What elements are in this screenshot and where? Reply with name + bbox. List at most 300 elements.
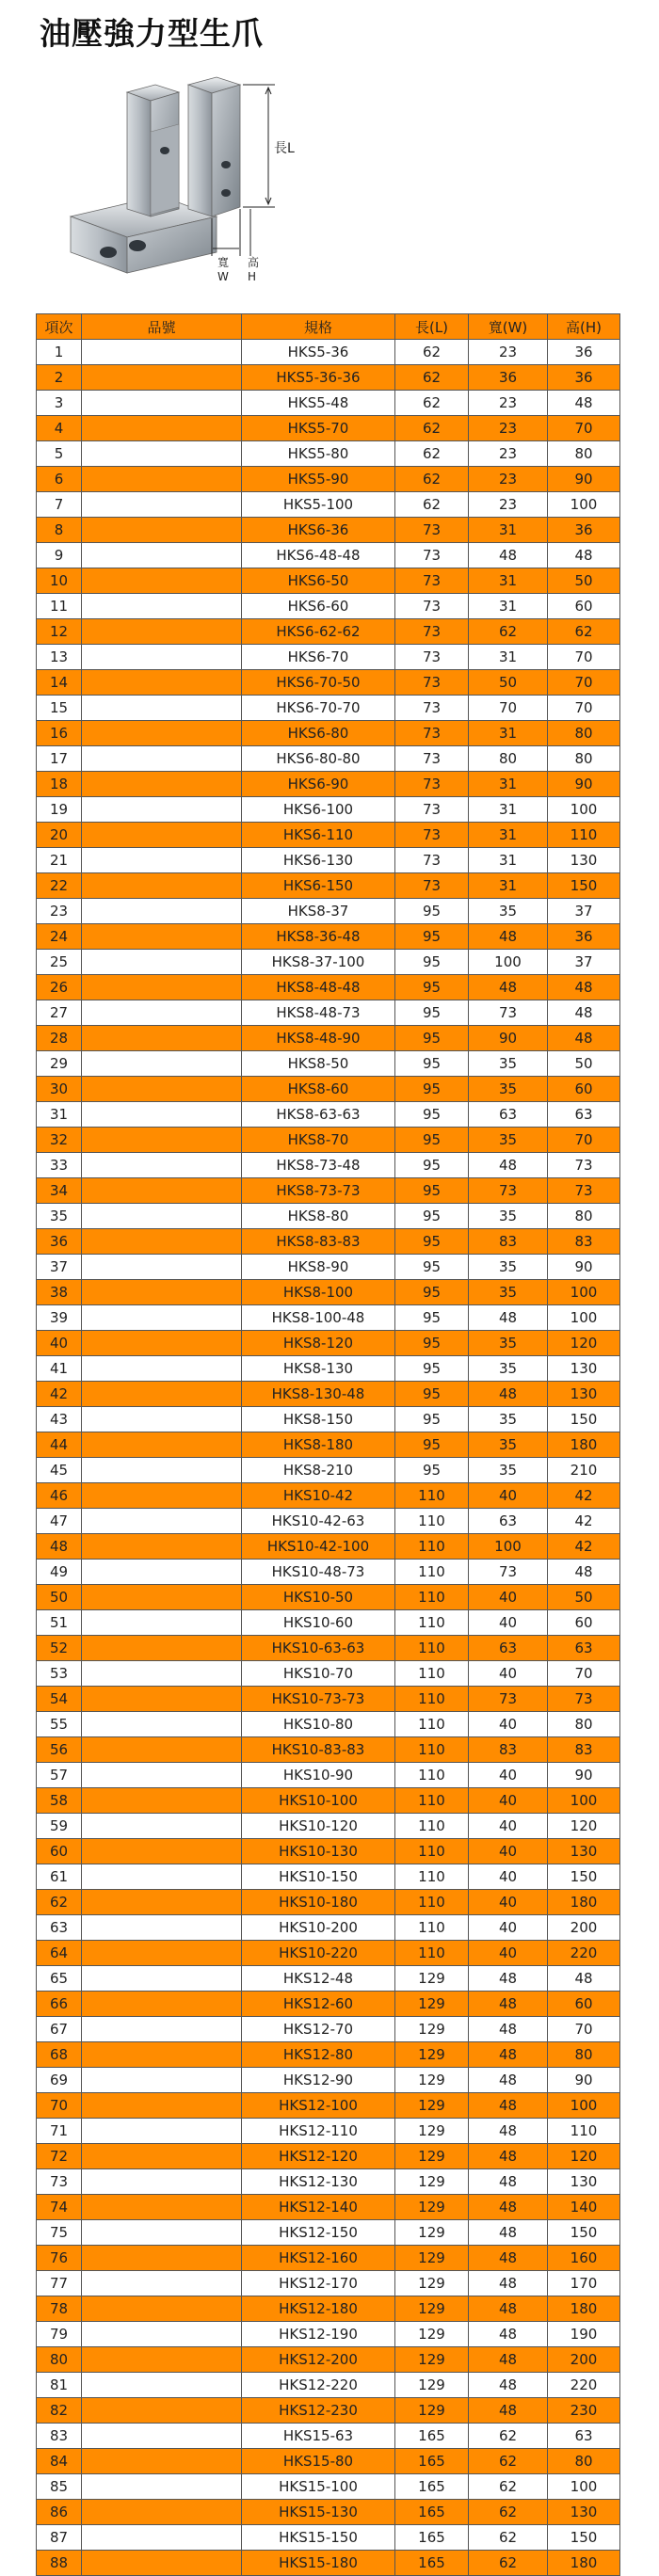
cell-length: 129 <box>395 2068 469 2093</box>
page-title: 油壓強力型生爪 <box>40 15 264 52</box>
cell-height: 70 <box>548 645 620 670</box>
cell-spec: HKS12-100 <box>242 2093 395 2119</box>
table-row <box>37 1585 620 1610</box>
cell-height: 130 <box>548 1356 620 1382</box>
table-row <box>37 1483 620 1509</box>
cell-width: 73 <box>469 1687 548 1712</box>
cell-part-no <box>82 1382 242 1407</box>
cell-spec: HKS5-80 <box>242 441 395 467</box>
cell-width: 62 <box>469 2474 548 2500</box>
header-height: 高(H) <box>548 314 620 340</box>
cell-item-no: 7 <box>37 492 82 518</box>
cell-length: 95 <box>395 1458 469 1483</box>
table-row <box>37 670 620 696</box>
cell-height: 50 <box>548 568 620 594</box>
table-row <box>37 1509 620 1534</box>
cell-spec: HKS10-42-100 <box>242 1534 395 1560</box>
cell-part-no <box>82 1661 242 1687</box>
cell-width: 48 <box>469 924 548 950</box>
cell-height: 100 <box>548 1280 620 1305</box>
table-row <box>37 2373 620 2398</box>
cell-part-no <box>82 2068 242 2093</box>
cell-part-no <box>82 950 242 975</box>
cell-length: 95 <box>395 1026 469 1051</box>
cell-part-no <box>82 1077 242 1102</box>
cell-part-no <box>82 1992 242 2017</box>
table-row <box>37 2220 620 2246</box>
table-row <box>37 1763 620 1788</box>
cell-length: 110 <box>395 1560 469 1585</box>
cell-part-no <box>82 391 242 416</box>
cell-height: 83 <box>548 1737 620 1763</box>
cell-item-no: 66 <box>37 1992 82 2017</box>
cell-spec: HKS12-200 <box>242 2347 395 2373</box>
cell-item-no: 46 <box>37 1483 82 1509</box>
cell-item-no: 12 <box>37 619 82 645</box>
cell-part-no <box>82 1000 242 1026</box>
cell-part-no <box>82 1839 242 1864</box>
cell-height: 150 <box>548 1864 620 1890</box>
cell-item-no: 15 <box>37 696 82 721</box>
cell-spec: HKS6-48-48 <box>242 543 395 568</box>
cell-length: 110 <box>395 1763 469 1788</box>
cell-length: 110 <box>395 1585 469 1610</box>
cell-length: 95 <box>395 1229 469 1255</box>
cell-part-no <box>82 1356 242 1382</box>
cell-width: 63 <box>469 1509 548 1534</box>
cell-part-no <box>82 2551 242 2576</box>
cell-width: 40 <box>469 1610 548 1636</box>
cell-height: 130 <box>548 1839 620 1864</box>
cell-width: 35 <box>469 1331 548 1356</box>
cell-part-no <box>82 2322 242 2347</box>
cell-length: 95 <box>395 975 469 1000</box>
cell-height: 37 <box>548 899 620 924</box>
cell-width: 36 <box>469 365 548 391</box>
cell-spec: HKS5-90 <box>242 467 395 492</box>
cell-length: 165 <box>395 2474 469 2500</box>
cell-height: 63 <box>548 1102 620 1128</box>
cell-spec: HKS6-80 <box>242 721 395 746</box>
cell-spec: HKS8-36-48 <box>242 924 395 950</box>
table-row <box>37 1255 620 1280</box>
cell-width: 73 <box>469 1000 548 1026</box>
cell-height: 80 <box>548 1204 620 1229</box>
cell-spec: HKS8-80 <box>242 1204 395 1229</box>
cell-item-no: 65 <box>37 1966 82 1992</box>
cell-part-no <box>82 2449 242 2474</box>
cell-spec: HKS8-73-73 <box>242 1178 395 1204</box>
cell-length: 129 <box>395 2322 469 2347</box>
cell-length: 129 <box>395 1992 469 2017</box>
table-row <box>37 2017 620 2042</box>
cell-length: 73 <box>395 746 469 772</box>
cell-height: 83 <box>548 1229 620 1255</box>
cell-part-no <box>82 416 242 441</box>
cell-length: 95 <box>395 1153 469 1178</box>
header-width: 寬(W) <box>469 314 548 340</box>
cell-length: 110 <box>395 1864 469 1890</box>
table-row <box>37 2347 620 2373</box>
cell-item-no: 17 <box>37 746 82 772</box>
cell-spec: HKS12-140 <box>242 2195 395 2220</box>
cell-width: 80 <box>469 746 548 772</box>
cell-length: 129 <box>395 2373 469 2398</box>
cell-length: 110 <box>395 1839 469 1864</box>
cell-spec: HKS8-48-48 <box>242 975 395 1000</box>
cell-length: 165 <box>395 2424 469 2449</box>
cell-width: 40 <box>469 1585 548 1610</box>
cell-height: 63 <box>548 1636 620 1661</box>
table-row <box>37 721 620 746</box>
cell-length: 95 <box>395 1305 469 1331</box>
cell-item-no: 36 <box>37 1229 82 1255</box>
cell-width: 23 <box>469 416 548 441</box>
cell-height: 60 <box>548 1077 620 1102</box>
cell-length: 62 <box>395 416 469 441</box>
cell-part-no <box>82 924 242 950</box>
cell-spec: HKS12-80 <box>242 2042 395 2068</box>
cell-width: 83 <box>469 1737 548 1763</box>
cell-item-no: 51 <box>37 1610 82 1636</box>
cell-item-no: 24 <box>37 924 82 950</box>
cell-height: 120 <box>548 2144 620 2169</box>
cell-width: 48 <box>469 2068 548 2093</box>
cell-spec: HKS10-50 <box>242 1585 395 1610</box>
cell-length: 165 <box>395 2551 469 2576</box>
cell-part-no <box>82 1255 242 1280</box>
table-row <box>37 2449 620 2474</box>
cell-spec: HKS12-150 <box>242 2220 395 2246</box>
cell-item-no: 72 <box>37 2144 82 2169</box>
cell-length: 110 <box>395 1509 469 1534</box>
cell-width: 48 <box>469 1153 548 1178</box>
cell-length: 95 <box>395 1331 469 1356</box>
cell-width: 62 <box>469 2424 548 2449</box>
cell-part-no <box>82 2195 242 2220</box>
cell-height: 36 <box>548 340 620 365</box>
cell-item-no: 61 <box>37 1864 82 1890</box>
cell-item-no: 75 <box>37 2220 82 2246</box>
cell-spec: HKS8-180 <box>242 1432 395 1458</box>
cell-part-no <box>82 2144 242 2169</box>
cell-height: 100 <box>548 797 620 823</box>
cell-spec: HKS8-37 <box>242 899 395 924</box>
cell-height: 48 <box>548 1560 620 1585</box>
cell-spec: HKS8-90 <box>242 1255 395 1280</box>
cell-part-no <box>82 797 242 823</box>
cell-spec: HKS10-200 <box>242 1915 395 1941</box>
cell-width: 35 <box>469 1255 548 1280</box>
cell-part-no <box>82 1788 242 1814</box>
cell-spec: HKS12-48 <box>242 1966 395 1992</box>
cell-part-no <box>82 848 242 873</box>
table-row <box>37 467 620 492</box>
cell-part-no <box>82 1585 242 1610</box>
cell-item-no: 31 <box>37 1102 82 1128</box>
cell-length: 129 <box>395 2093 469 2119</box>
table-row <box>37 365 620 391</box>
table-row <box>37 2195 620 2220</box>
table-row <box>37 924 620 950</box>
cell-width: 48 <box>469 2296 548 2322</box>
cell-spec: HKS6-36 <box>242 518 395 543</box>
table-row <box>37 1636 620 1661</box>
cell-height: 130 <box>548 2169 620 2195</box>
cell-width: 35 <box>469 1128 548 1153</box>
cell-spec: HKS10-150 <box>242 1864 395 1890</box>
cell-spec: HKS12-220 <box>242 2373 395 2398</box>
cell-part-no <box>82 772 242 797</box>
cell-height: 180 <box>548 1432 620 1458</box>
cell-length: 110 <box>395 1483 469 1509</box>
cell-length: 62 <box>395 391 469 416</box>
cell-spec: HKS10-48-73 <box>242 1560 395 1585</box>
cell-item-no: 69 <box>37 2068 82 2093</box>
cell-item-no: 43 <box>37 1407 82 1432</box>
cell-width: 31 <box>469 772 548 797</box>
cell-length: 110 <box>395 1712 469 1737</box>
cell-item-no: 83 <box>37 2424 82 2449</box>
cell-length: 129 <box>395 2119 469 2144</box>
cell-width: 62 <box>469 2500 548 2525</box>
cell-length: 129 <box>395 2246 469 2271</box>
cell-length: 73 <box>395 721 469 746</box>
table-row <box>37 2296 620 2322</box>
cell-part-no <box>82 441 242 467</box>
cell-width: 73 <box>469 1560 548 1585</box>
dimension-w-label: W <box>217 270 229 283</box>
cell-part-no <box>82 1229 242 1255</box>
table-row <box>37 1000 620 1026</box>
cell-part-no <box>82 2525 242 2551</box>
cell-spec: HKS8-48-90 <box>242 1026 395 1051</box>
cell-spec: HKS8-100-48 <box>242 1305 395 1331</box>
cell-width: 40 <box>469 1814 548 1839</box>
cell-part-no <box>82 1534 242 1560</box>
cell-spec: HKS8-60 <box>242 1077 395 1102</box>
cell-width: 35 <box>469 1077 548 1102</box>
cell-part-no <box>82 568 242 594</box>
cell-length: 129 <box>395 2347 469 2373</box>
cell-spec: HKS10-42-63 <box>242 1509 395 1534</box>
cell-width: 23 <box>469 441 548 467</box>
cell-item-no: 35 <box>37 1204 82 1229</box>
cell-height: 48 <box>548 1026 620 1051</box>
cell-height: 60 <box>548 1610 620 1636</box>
cell-item-no: 82 <box>37 2398 82 2424</box>
cell-length: 95 <box>395 924 469 950</box>
cell-height: 42 <box>548 1534 620 1560</box>
cell-width: 35 <box>469 1432 548 1458</box>
cell-spec: HKS5-48 <box>242 391 395 416</box>
table-row <box>37 1280 620 1305</box>
cell-length: 73 <box>395 873 469 899</box>
table-row <box>37 899 620 924</box>
cell-item-no: 9 <box>37 543 82 568</box>
table-row <box>37 2551 620 2576</box>
cell-part-no <box>82 1864 242 1890</box>
cell-length: 95 <box>395 1077 469 1102</box>
cell-item-no: 22 <box>37 873 82 899</box>
table-row <box>37 1026 620 1051</box>
cell-part-no <box>82 2398 242 2424</box>
cell-spec: HKS6-70-50 <box>242 670 395 696</box>
cell-length: 95 <box>395 1128 469 1153</box>
cell-length: 110 <box>395 1737 469 1763</box>
cell-spec: HKS10-90 <box>242 1763 395 1788</box>
cell-width: 48 <box>469 1305 548 1331</box>
cell-spec: HKS10-60 <box>242 1610 395 1636</box>
table-row <box>37 645 620 670</box>
cell-part-no <box>82 1305 242 1331</box>
cell-part-no <box>82 1814 242 1839</box>
cell-spec: HKS10-120 <box>242 1814 395 1839</box>
cell-item-no: 11 <box>37 594 82 619</box>
cell-item-no: 55 <box>37 1712 82 1737</box>
cell-width: 40 <box>469 1890 548 1915</box>
cell-height: 200 <box>548 1915 620 1941</box>
cell-height: 90 <box>548 2068 620 2093</box>
cell-part-no <box>82 340 242 365</box>
left-jaw-block <box>127 85 179 216</box>
cell-height: 70 <box>548 696 620 721</box>
cell-height: 37 <box>548 950 620 975</box>
cell-part-no <box>82 670 242 696</box>
cell-item-no: 6 <box>37 467 82 492</box>
cell-spec: HKS15-130 <box>242 2500 395 2525</box>
cell-spec: HKS6-90 <box>242 772 395 797</box>
cell-height: 48 <box>548 391 620 416</box>
cell-part-no <box>82 518 242 543</box>
cell-part-no <box>82 1560 242 1585</box>
table-row <box>37 797 620 823</box>
cell-width: 40 <box>469 1839 548 1864</box>
table-row <box>37 848 620 873</box>
cell-width: 48 <box>469 2093 548 2119</box>
cell-height: 70 <box>548 1128 620 1153</box>
cell-width: 40 <box>469 1915 548 1941</box>
cell-length: 73 <box>395 518 469 543</box>
cell-spec: HKS6-100 <box>242 797 395 823</box>
table-row <box>37 1051 620 1077</box>
cell-item-no: 16 <box>37 721 82 746</box>
cell-part-no <box>82 1051 242 1077</box>
cell-height: 42 <box>548 1483 620 1509</box>
cell-length: 73 <box>395 823 469 848</box>
cell-part-no <box>82 1128 242 1153</box>
table-row <box>37 1788 620 1814</box>
cell-item-no: 23 <box>37 899 82 924</box>
soft-jaw-illustration <box>56 75 330 292</box>
cell-item-no: 52 <box>37 1636 82 1661</box>
cell-spec: HKS12-90 <box>242 2068 395 2093</box>
cell-width: 40 <box>469 1712 548 1737</box>
cell-height: 48 <box>548 1966 620 1992</box>
cell-spec: HKS15-100 <box>242 2474 395 2500</box>
cell-part-no <box>82 1941 242 1966</box>
header-item-no: 項次 <box>37 314 82 340</box>
cell-width: 48 <box>469 975 548 1000</box>
cell-length: 110 <box>395 1636 469 1661</box>
table-row <box>37 1534 620 1560</box>
cell-width: 31 <box>469 645 548 670</box>
cell-item-no: 53 <box>37 1661 82 1687</box>
cell-height: 210 <box>548 1458 620 1483</box>
cell-spec: HKS8-130-48 <box>242 1382 395 1407</box>
cell-spec: HKS8-63-63 <box>242 1102 395 1128</box>
cell-height: 48 <box>548 543 620 568</box>
cell-spec: HKS6-70 <box>242 645 395 670</box>
cell-spec: HKS5-36 <box>242 340 395 365</box>
cell-part-no <box>82 619 242 645</box>
cell-item-no: 2 <box>37 365 82 391</box>
cell-item-no: 25 <box>37 950 82 975</box>
cell-item-no: 71 <box>37 2119 82 2144</box>
table-row <box>37 1458 620 1483</box>
table-row <box>37 1153 620 1178</box>
cell-height: 90 <box>548 772 620 797</box>
cell-height: 63 <box>548 2424 620 2449</box>
cell-item-no: 57 <box>37 1763 82 1788</box>
dimension-height-label: 高 <box>248 256 260 269</box>
cell-length: 110 <box>395 1814 469 1839</box>
table-row <box>37 492 620 518</box>
cell-part-no <box>82 899 242 924</box>
table-row <box>37 1204 620 1229</box>
table-row <box>37 2500 620 2525</box>
cell-length: 95 <box>395 1255 469 1280</box>
cell-spec: HKS15-80 <box>242 2449 395 2474</box>
cell-width: 31 <box>469 873 548 899</box>
table-row <box>37 2398 620 2424</box>
table-row <box>37 1432 620 1458</box>
cell-width: 23 <box>469 492 548 518</box>
cell-item-no: 21 <box>37 848 82 873</box>
cell-width: 31 <box>469 721 548 746</box>
cell-part-no <box>82 975 242 1000</box>
table-row <box>37 1610 620 1636</box>
cell-part-no <box>82 2169 242 2195</box>
cell-height: 200 <box>548 2347 620 2373</box>
table-row <box>37 594 620 619</box>
cell-length: 95 <box>395 1356 469 1382</box>
table-row <box>37 1102 620 1128</box>
cell-spec: HKS5-70 <box>242 416 395 441</box>
table-row <box>37 1687 620 1712</box>
cell-length: 73 <box>395 645 469 670</box>
table-row <box>37 1407 620 1432</box>
cell-length: 95 <box>395 950 469 975</box>
cell-spec: HKS12-230 <box>242 2398 395 2424</box>
cell-height: 180 <box>548 1890 620 1915</box>
cell-height: 62 <box>548 619 620 645</box>
dimension-width-label: 寬 <box>217 256 230 269</box>
cell-length: 73 <box>395 772 469 797</box>
cell-spec: HKS10-83-83 <box>242 1737 395 1763</box>
cell-item-no: 4 <box>37 416 82 441</box>
cell-length: 110 <box>395 1661 469 1687</box>
cell-width: 48 <box>469 2220 548 2246</box>
cell-spec: HKS12-70 <box>242 2017 395 2042</box>
cell-item-no: 77 <box>37 2271 82 2296</box>
table-row <box>37 950 620 975</box>
cell-length: 62 <box>395 492 469 518</box>
cell-length: 62 <box>395 340 469 365</box>
cell-length: 165 <box>395 2525 469 2551</box>
cell-item-no: 13 <box>37 645 82 670</box>
cell-height: 50 <box>548 1585 620 1610</box>
